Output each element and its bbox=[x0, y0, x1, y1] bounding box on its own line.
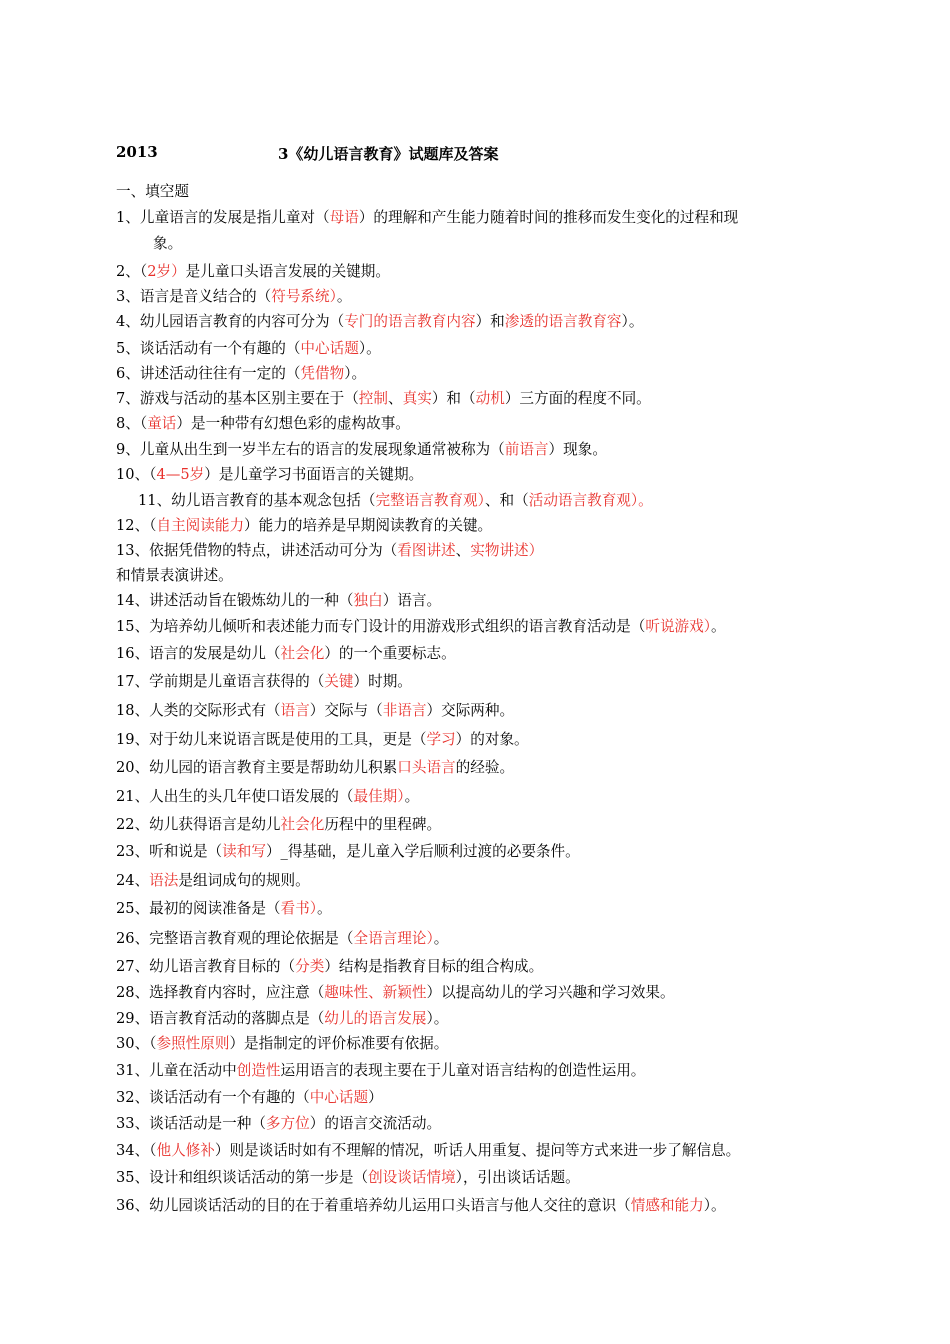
question-36: 36、幼儿园谈话活动的目的在于着重培养幼儿运用口头语言与他人交往的意识（情感和能力）。 bbox=[116, 1197, 726, 1214]
header-year: 2013 bbox=[116, 143, 158, 161]
question-17: 17、学前期是儿童语言获得的（关键）时期。 bbox=[116, 673, 412, 690]
question-13-continued: 和情景表演讲述。 bbox=[116, 567, 233, 584]
question-33: 33、谈话活动是一种（多方位）的语言交流活动。 bbox=[116, 1115, 442, 1132]
question-28: 28、选择教育内容时，应注意（趣味性、新颖性）以提高幼儿的学习兴趣和学习效果。 bbox=[116, 984, 675, 1001]
question-22: 22、幼儿获得语言是幼儿社会化历程中的里程碑。 bbox=[116, 816, 442, 833]
question-9: 9、儿童从出生到一岁半左右的语言的发展现象通常被称为（前语言）现象。 bbox=[116, 441, 607, 458]
question-20: 20、幼儿园的语言教育主要是帮助幼儿积累口头语言的经验。 bbox=[116, 759, 515, 776]
question-15: 15、为培养幼儿倾听和表述能力而专门设计的用游戏形式组织的语言教育活动是（听说游戏）。 bbox=[116, 618, 726, 635]
question-27: 27、幼儿语言教育目标的（分类）结构是指教育目标的组合构成。 bbox=[116, 958, 544, 975]
question-29: 29、语言教育活动的落脚点是（幼儿的语言发展）。 bbox=[116, 1010, 449, 1027]
question-16: 16、语言的发展是幼儿（社会化）的一个重要标志。 bbox=[116, 645, 456, 662]
question-24: 24、语法是组词成句的规则。 bbox=[116, 872, 310, 889]
question-11: 11、幼儿语言教育的基本观念包括（完整语言教育观）、和（活动语言教育观）。 bbox=[138, 492, 653, 509]
question-32: 32、谈话活动有一个有趣的（中心话题） bbox=[116, 1089, 383, 1106]
question-31: 31、儿童在活动中创造性运用语言的表现主要在于儿童对语言结构的创造性运用。 bbox=[116, 1062, 646, 1079]
question-19: 19、对于幼儿来说语言既是使用的工具，更是（学习）的对象。 bbox=[116, 731, 529, 748]
question-2: 2、（2岁）是儿童口头语言发展的关键期。 bbox=[116, 263, 390, 280]
question-30: 30、（参照性原则）是指制定的评价标准要有依据。 bbox=[116, 1035, 449, 1052]
page-title: 3《幼儿语言教育》试题库及答案 bbox=[278, 145, 499, 163]
question-34: 34、（他人修补）则是谈话时如有不理解的情况，听话人用重复、提问等方式来进一步了解信息。 bbox=[116, 1142, 741, 1159]
question-12: 12、（自主阅读能力）能力的培养是早期阅读教育的关键。 bbox=[116, 517, 493, 534]
question-10: 10、（4—5岁）是儿童学习书面语言的关键期。 bbox=[116, 466, 424, 483]
question-8: 8、（童话）是一种带有幻想色彩的虚构故事。 bbox=[116, 415, 410, 432]
question-14: 14、讲述活动旨在锻炼幼儿的一种（独白）语言。 bbox=[116, 592, 442, 609]
question-26: 26、完整语言教育观的理论依据是（全语言理论）。 bbox=[116, 930, 449, 947]
question-13: 13、依据凭借物的特点，讲述活动可分为（看图讲述、实物讲述） bbox=[116, 542, 544, 559]
question-21: 21、人出生的头几年使口语发展的（最佳期）。 bbox=[116, 788, 420, 805]
question-7: 7、游戏与活动的基本区别主要在于（控制、真实）和（动机）三方面的程度不同。 bbox=[116, 390, 651, 407]
question-23: 23、听和说是（读和写）_得基础，是儿童入学后顺利过渡的必要条件。 bbox=[116, 843, 580, 860]
question-1: 1、儿童语言的发展是指儿童对（母语）的理解和产生能力随着时间的推移而发生变化的过程和现 bbox=[116, 209, 739, 226]
question-5: 5、谈话活动有一个有趣的（中心话题）。 bbox=[116, 340, 381, 357]
question-3: 3、语言是音义结合的（符号系统）。 bbox=[116, 288, 352, 305]
question-18: 18、人类的交际形式有（语言）交际与（非语言）交际两种。 bbox=[116, 702, 515, 719]
question-25: 25、最初的阅读准备是（看书）。 bbox=[116, 900, 332, 917]
question-1-continued: 象。 bbox=[153, 235, 183, 252]
question-35: 35、设计和组织谈话活动的第一步是（创设谈话情境），引出谈话话题。 bbox=[116, 1169, 580, 1186]
section-heading: 一、填空题 bbox=[116, 183, 189, 200]
question-4: 4、幼儿园语言教育的内容可分为（专门的语言教育内容）和渗透的语言教育容）。 bbox=[116, 313, 644, 330]
question-6: 6、讲述活动往往有一定的（凭借物）。 bbox=[116, 365, 367, 382]
